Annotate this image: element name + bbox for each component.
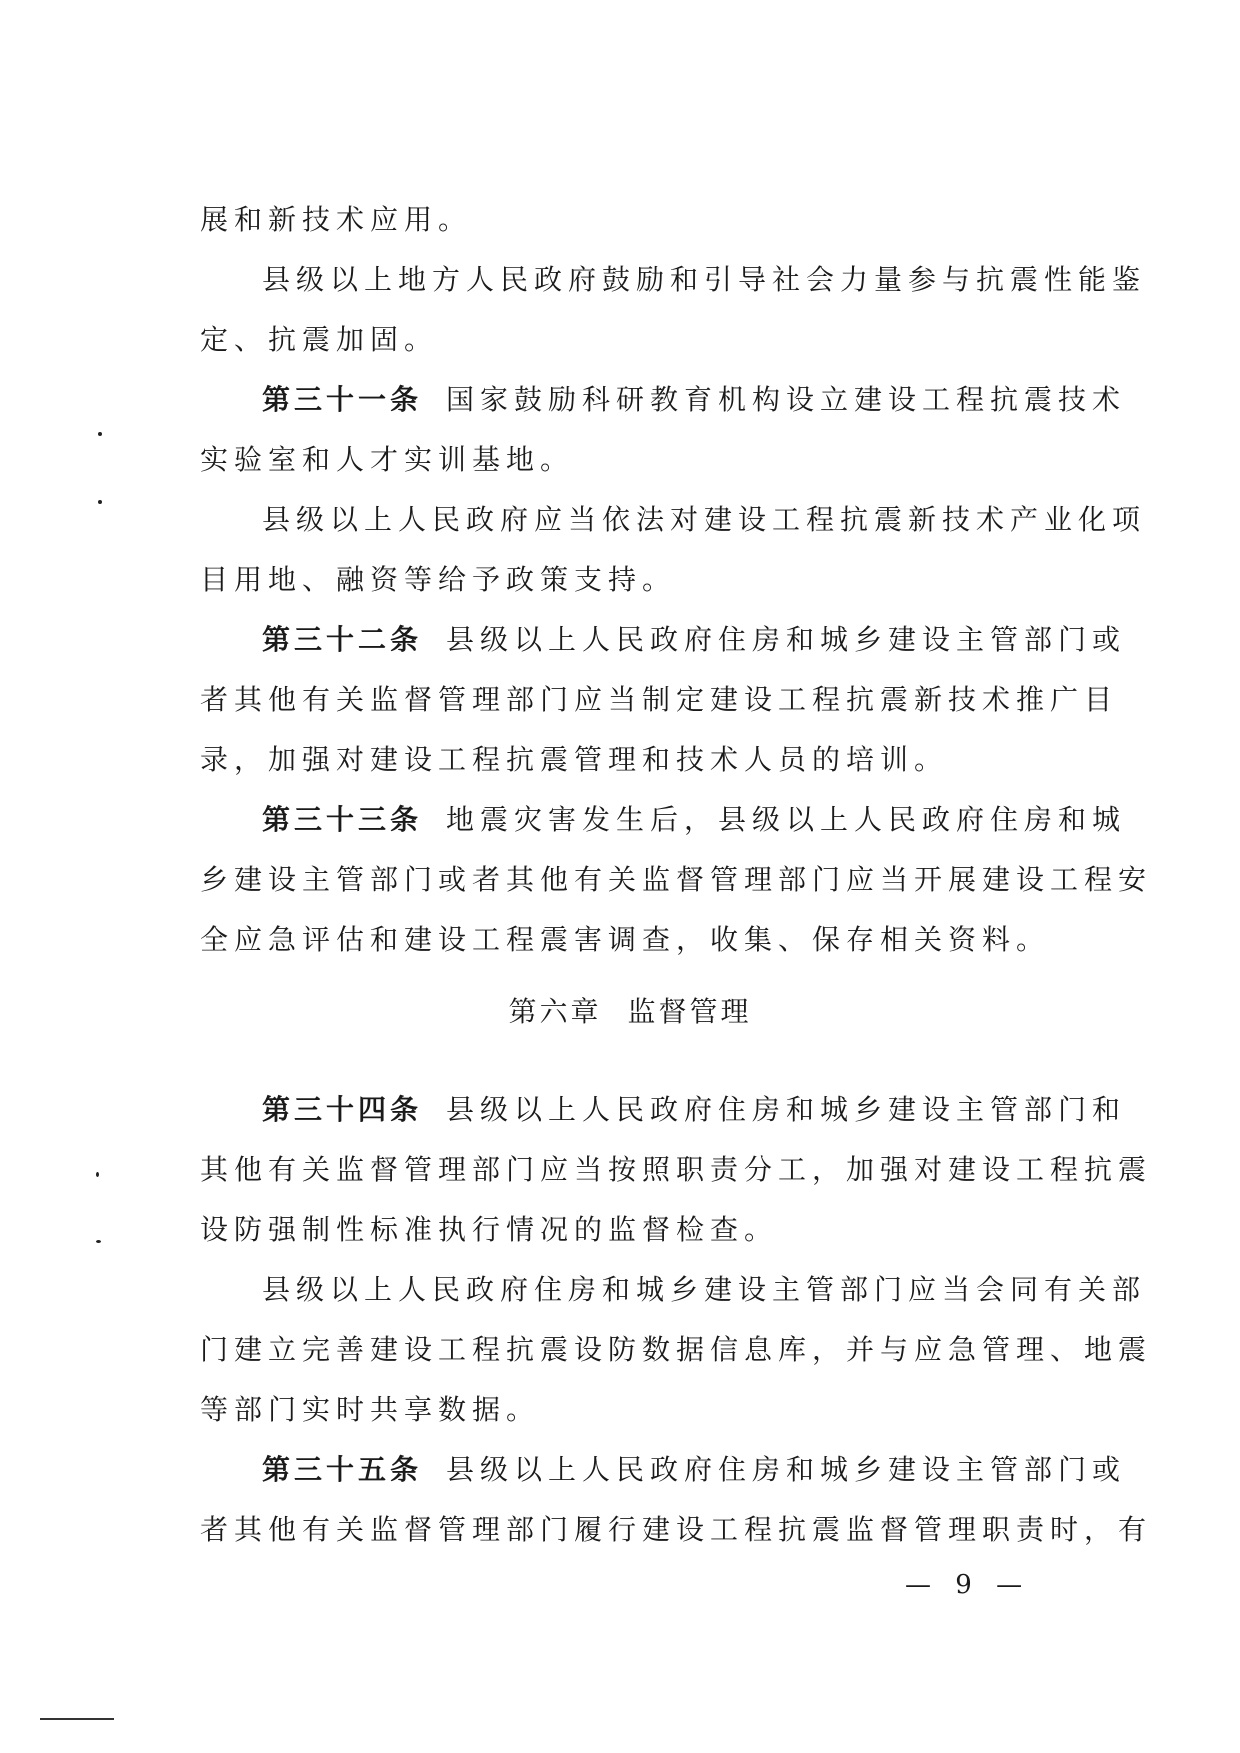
paragraph-social-forces — [200, 250, 1147, 370]
text-line: 录，加强对建设工程抗震管理和技术人员的培训。 — [200, 743, 949, 776]
text-line: 门建立完善建设工程抗震设防数据信息库，并与应急管理、地震 — [200, 1333, 1153, 1366]
text-line: 县级以上人民政府住房和城乡建设主管部门应当会同有关部 — [262, 1273, 1147, 1306]
chapter-heading — [200, 982, 1060, 1042]
scan-mark — [96, 1240, 101, 1243]
article-32 — [200, 610, 1127, 790]
text-line: 全应急评估和建设工程震害调查，收集、保存相关资料。 — [200, 923, 1051, 956]
scan-mark — [98, 432, 102, 436]
paragraph-database — [200, 1260, 1153, 1440]
article-number: 第三十四条 — [262, 1093, 423, 1126]
text-line: 展和新技术应用。 — [200, 203, 473, 236]
text-line: 其他有关监督管理部门应当按照职责分工，加强对建设工程抗震 — [200, 1153, 1153, 1186]
article-first-line — [200, 1080, 1127, 1140]
text-line: 县级以上人民政府住房和城乡建设主管部门或 — [446, 623, 1127, 656]
article-number: 第三十五条 — [262, 1453, 423, 1486]
text-line: 国家鼓励科研教育机构设立建设工程抗震技术 — [446, 383, 1127, 416]
text-line: 等部门实时共享数据。 — [200, 1393, 541, 1426]
article-34 — [200, 1080, 1153, 1260]
text-line: 实验室和人才实训基地。 — [200, 443, 575, 476]
article-first-line — [200, 790, 1127, 850]
scan-edge-rule — [40, 1718, 114, 1720]
text-line: 乡建设主管部门或者其他有关监督管理部门应当开展建设工程安 — [200, 863, 1153, 896]
text-line: 设防强制性标准执行情况的监督检查。 — [200, 1213, 779, 1246]
scan-mark — [96, 1172, 99, 1177]
text-line: 地震灾害发生后，县级以上人民政府住房和城 — [446, 803, 1127, 836]
article-number: 第三十一条 — [262, 383, 423, 416]
text-line: 目用地、融资等给予政策支持。 — [200, 563, 677, 596]
text-line: 定、抗震加固。 — [200, 323, 439, 356]
article-first-line — [200, 610, 1127, 670]
article-number: 第三十二条 — [262, 623, 423, 656]
text-line: 县级以上人民政府应当依法对建设工程抗震新技术产业化项 — [262, 503, 1147, 536]
paragraph-continuation — [200, 190, 1060, 250]
article-number: 第三十三条 — [262, 803, 423, 836]
article-first-line — [200, 1440, 1127, 1500]
text-line: 者其他有关监督管理部门应当制定建设工程抗震新技术推广目 — [200, 683, 1119, 716]
article-31 — [200, 370, 1127, 490]
text-line: 者其他有关监督管理部门履行建设工程抗震监督管理职责时，有 — [200, 1513, 1153, 1546]
text-line: 县级以上人民政府住房和城乡建设主管部门和 — [446, 1093, 1127, 1126]
article-33 — [200, 790, 1153, 970]
paragraph-policy-support — [200, 490, 1147, 610]
scan-mark — [98, 500, 102, 504]
text-line: 县级以上地方人民政府鼓励和引导社会力量参与抗震性能鉴 — [262, 263, 1147, 296]
article-35 — [200, 1440, 1153, 1560]
text-line: 县级以上人民政府住房和城乡建设主管部门或 — [446, 1453, 1127, 1486]
chapter-number: 第六章 — [508, 995, 602, 1028]
page-number: — 9 — — [905, 1570, 1031, 1600]
article-first-line — [200, 370, 1127, 430]
chapter-title: 监督管理 — [627, 995, 752, 1028]
